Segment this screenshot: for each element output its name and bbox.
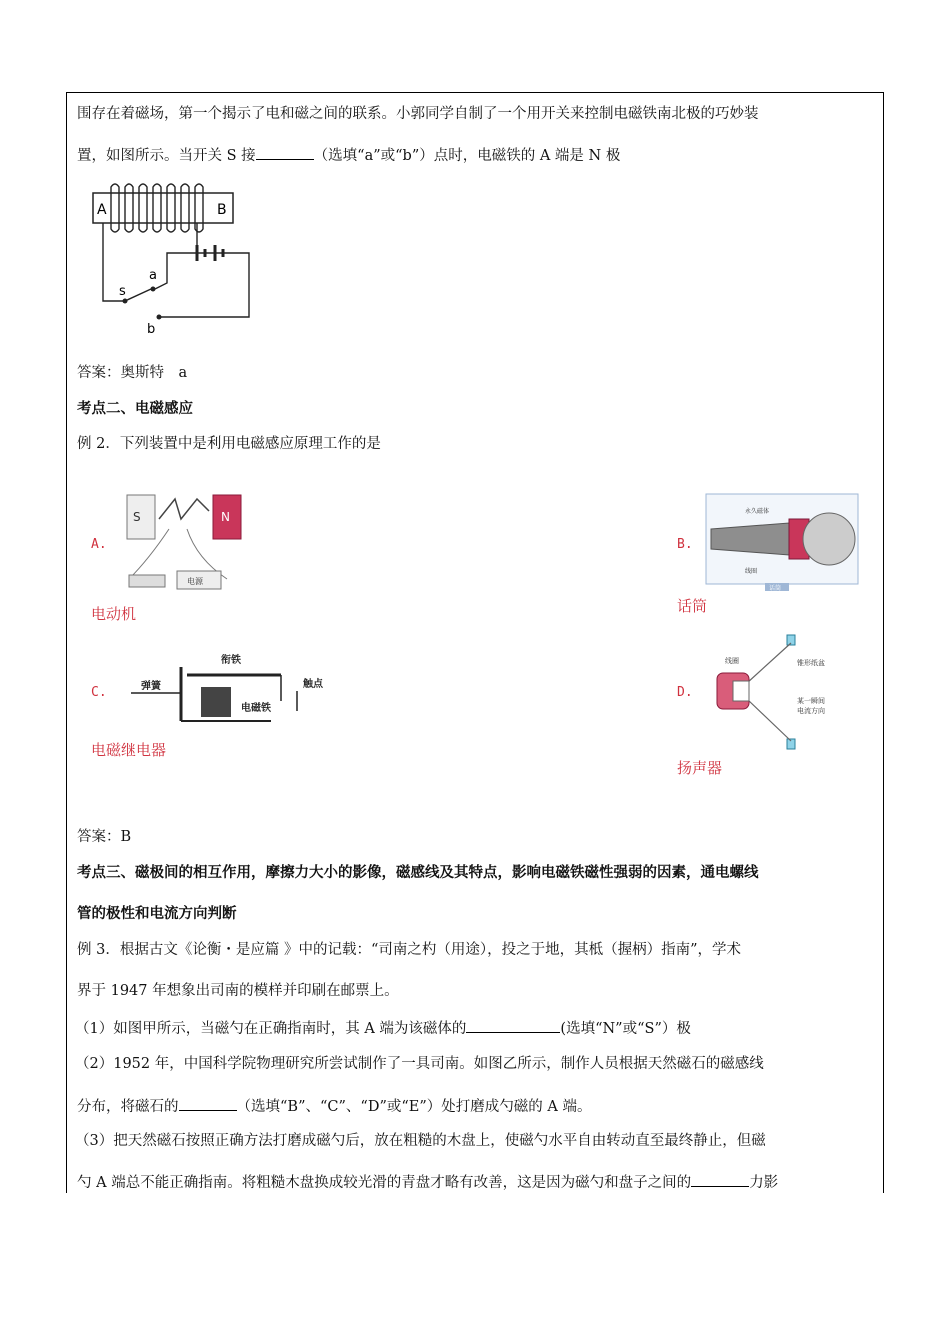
example3-line2: 界于 1947 年想象出司南的模样并印刷在邮票上。 <box>77 983 399 999</box>
speaker-label-moment: 某一瞬间 <box>797 697 825 705</box>
q1-text-line2-a: 置，如图所示。当开关 S 接 <box>77 148 256 164</box>
label-b: b <box>147 322 156 337</box>
speaker-label-current: 电流方向 <box>797 707 825 715</box>
relay-label-spring: 弹簧 <box>141 681 161 692</box>
q1-text-line2 <box>77 145 620 165</box>
q1-text-line1: 围存在着磁场，第一个揭示了电和磁之间的联系。小郭同学自制了一个用开关来控制电磁铁南北极的巧妙装 <box>77 106 759 122</box>
part3-answer-blank[interactable] <box>691 1172 749 1187</box>
option-c-letter[interactable]: C. <box>91 685 107 700</box>
section3-title-line2: 管的极性和电流方向判断 <box>77 905 237 922</box>
relay-label-electromagnet: 电磁铁 <box>241 703 271 714</box>
relay-figure <box>121 651 331 731</box>
motor-label-power: 电源 <box>187 577 203 586</box>
option-a-caption: 电动机 <box>91 605 137 623</box>
part1-answer-blank[interactable] <box>466 1018 560 1033</box>
q1-answer-blank[interactable] <box>256 145 314 160</box>
electromagnet-circuit-figure <box>87 179 267 339</box>
option-d-letter[interactable]: D. <box>677 685 693 700</box>
example3-part2-line2 <box>77 1096 591 1116</box>
mic-label-magnet: 永久磁体 <box>745 508 770 515</box>
part3-text-b: 力影 <box>749 1175 779 1191</box>
option-d-caption: 扬声器 <box>677 759 723 777</box>
part2-text-a: 分布，将磁石的 <box>77 1099 179 1115</box>
mic-label-coil: 线圈 <box>745 568 758 575</box>
motor-label-s: S <box>133 510 141 524</box>
label-B: B <box>217 202 227 218</box>
option-a-letter[interactable]: A. <box>91 537 107 552</box>
section2-title: 考点二、电磁感应 <box>77 400 193 417</box>
part1-text-b: (选填“N”或“S”）极 <box>560 1021 691 1037</box>
q1-text-line2-b: （选填“a”或“b”）点时，电磁铁的 A 端是 N 极 <box>313 148 621 164</box>
motor-figure <box>117 489 257 599</box>
relay-label-armature: 衔铁 <box>221 655 241 666</box>
microphone-figure <box>705 493 859 593</box>
content-frame <box>66 92 884 1193</box>
example3-part1 <box>75 1018 691 1038</box>
loudspeaker-figure <box>707 633 857 753</box>
label-a: a <box>149 268 157 283</box>
example2-question: 例 2．下列装置中是利用电磁感应原理工作的是 <box>77 436 381 452</box>
option-c-caption: 电磁继电器 <box>91 741 167 759</box>
mic-label-caption: 话筒 <box>769 585 782 592</box>
option-b-letter[interactable]: B. <box>677 537 693 552</box>
part3-text-a: 勺 A 端总不能正确指南。将粗糙木盘换成较光滑的青盘才略有改善，这是因为磁勺和盘子之间的 <box>77 1175 692 1191</box>
example3-part2-line1: （2）1952 年，中国科学院物理研究所尝试制作了一具司南。如图乙所示，制作人员根据天然磁石的磁感线 <box>75 1056 764 1072</box>
label-s: s <box>119 284 126 299</box>
part2-answer-blank[interactable] <box>179 1096 237 1111</box>
label-A: A <box>97 202 107 218</box>
section3-title-line1: 考点三、磁极间的相互作用，摩擦力大小的影像，磁感线及其特点，影响电磁铁磁性强弱的因素，通电螺线 <box>77 864 759 881</box>
q1-answer: 答案：奥斯特 a <box>77 365 188 381</box>
part2-text-b: （选填“B”、“C”、“D”或“E”）处打磨成勺磁的 A 端。 <box>236 1099 592 1115</box>
motor-label-n: N <box>221 510 230 524</box>
relay-label-contact: 触点 <box>303 679 323 690</box>
option-b-caption: 话筒 <box>677 597 708 615</box>
example3-line1: 例 3．根据古文《论衡・是应篇 》中的记载：“司南之杓（用途），投之于地，其柢（握柄）指南”，学术 <box>77 942 742 958</box>
part1-text-a: （1）如图甲所示，当磁勺在正确指南时，其 A 端为该磁体的 <box>75 1021 467 1037</box>
speaker-label-coil: 线圈 <box>725 657 739 665</box>
speaker-label-cone: 锥形纸盆 <box>797 659 825 667</box>
example2-answer: 答案：B <box>77 829 132 845</box>
example3-part3-line1: （3）把天然磁石按照正确方法打磨成磁勺后，放在粗糙的木盘上，使磁勺水平自由转动直至最终静止，但磁 <box>75 1133 766 1149</box>
example3-part3-line2 <box>77 1172 778 1192</box>
